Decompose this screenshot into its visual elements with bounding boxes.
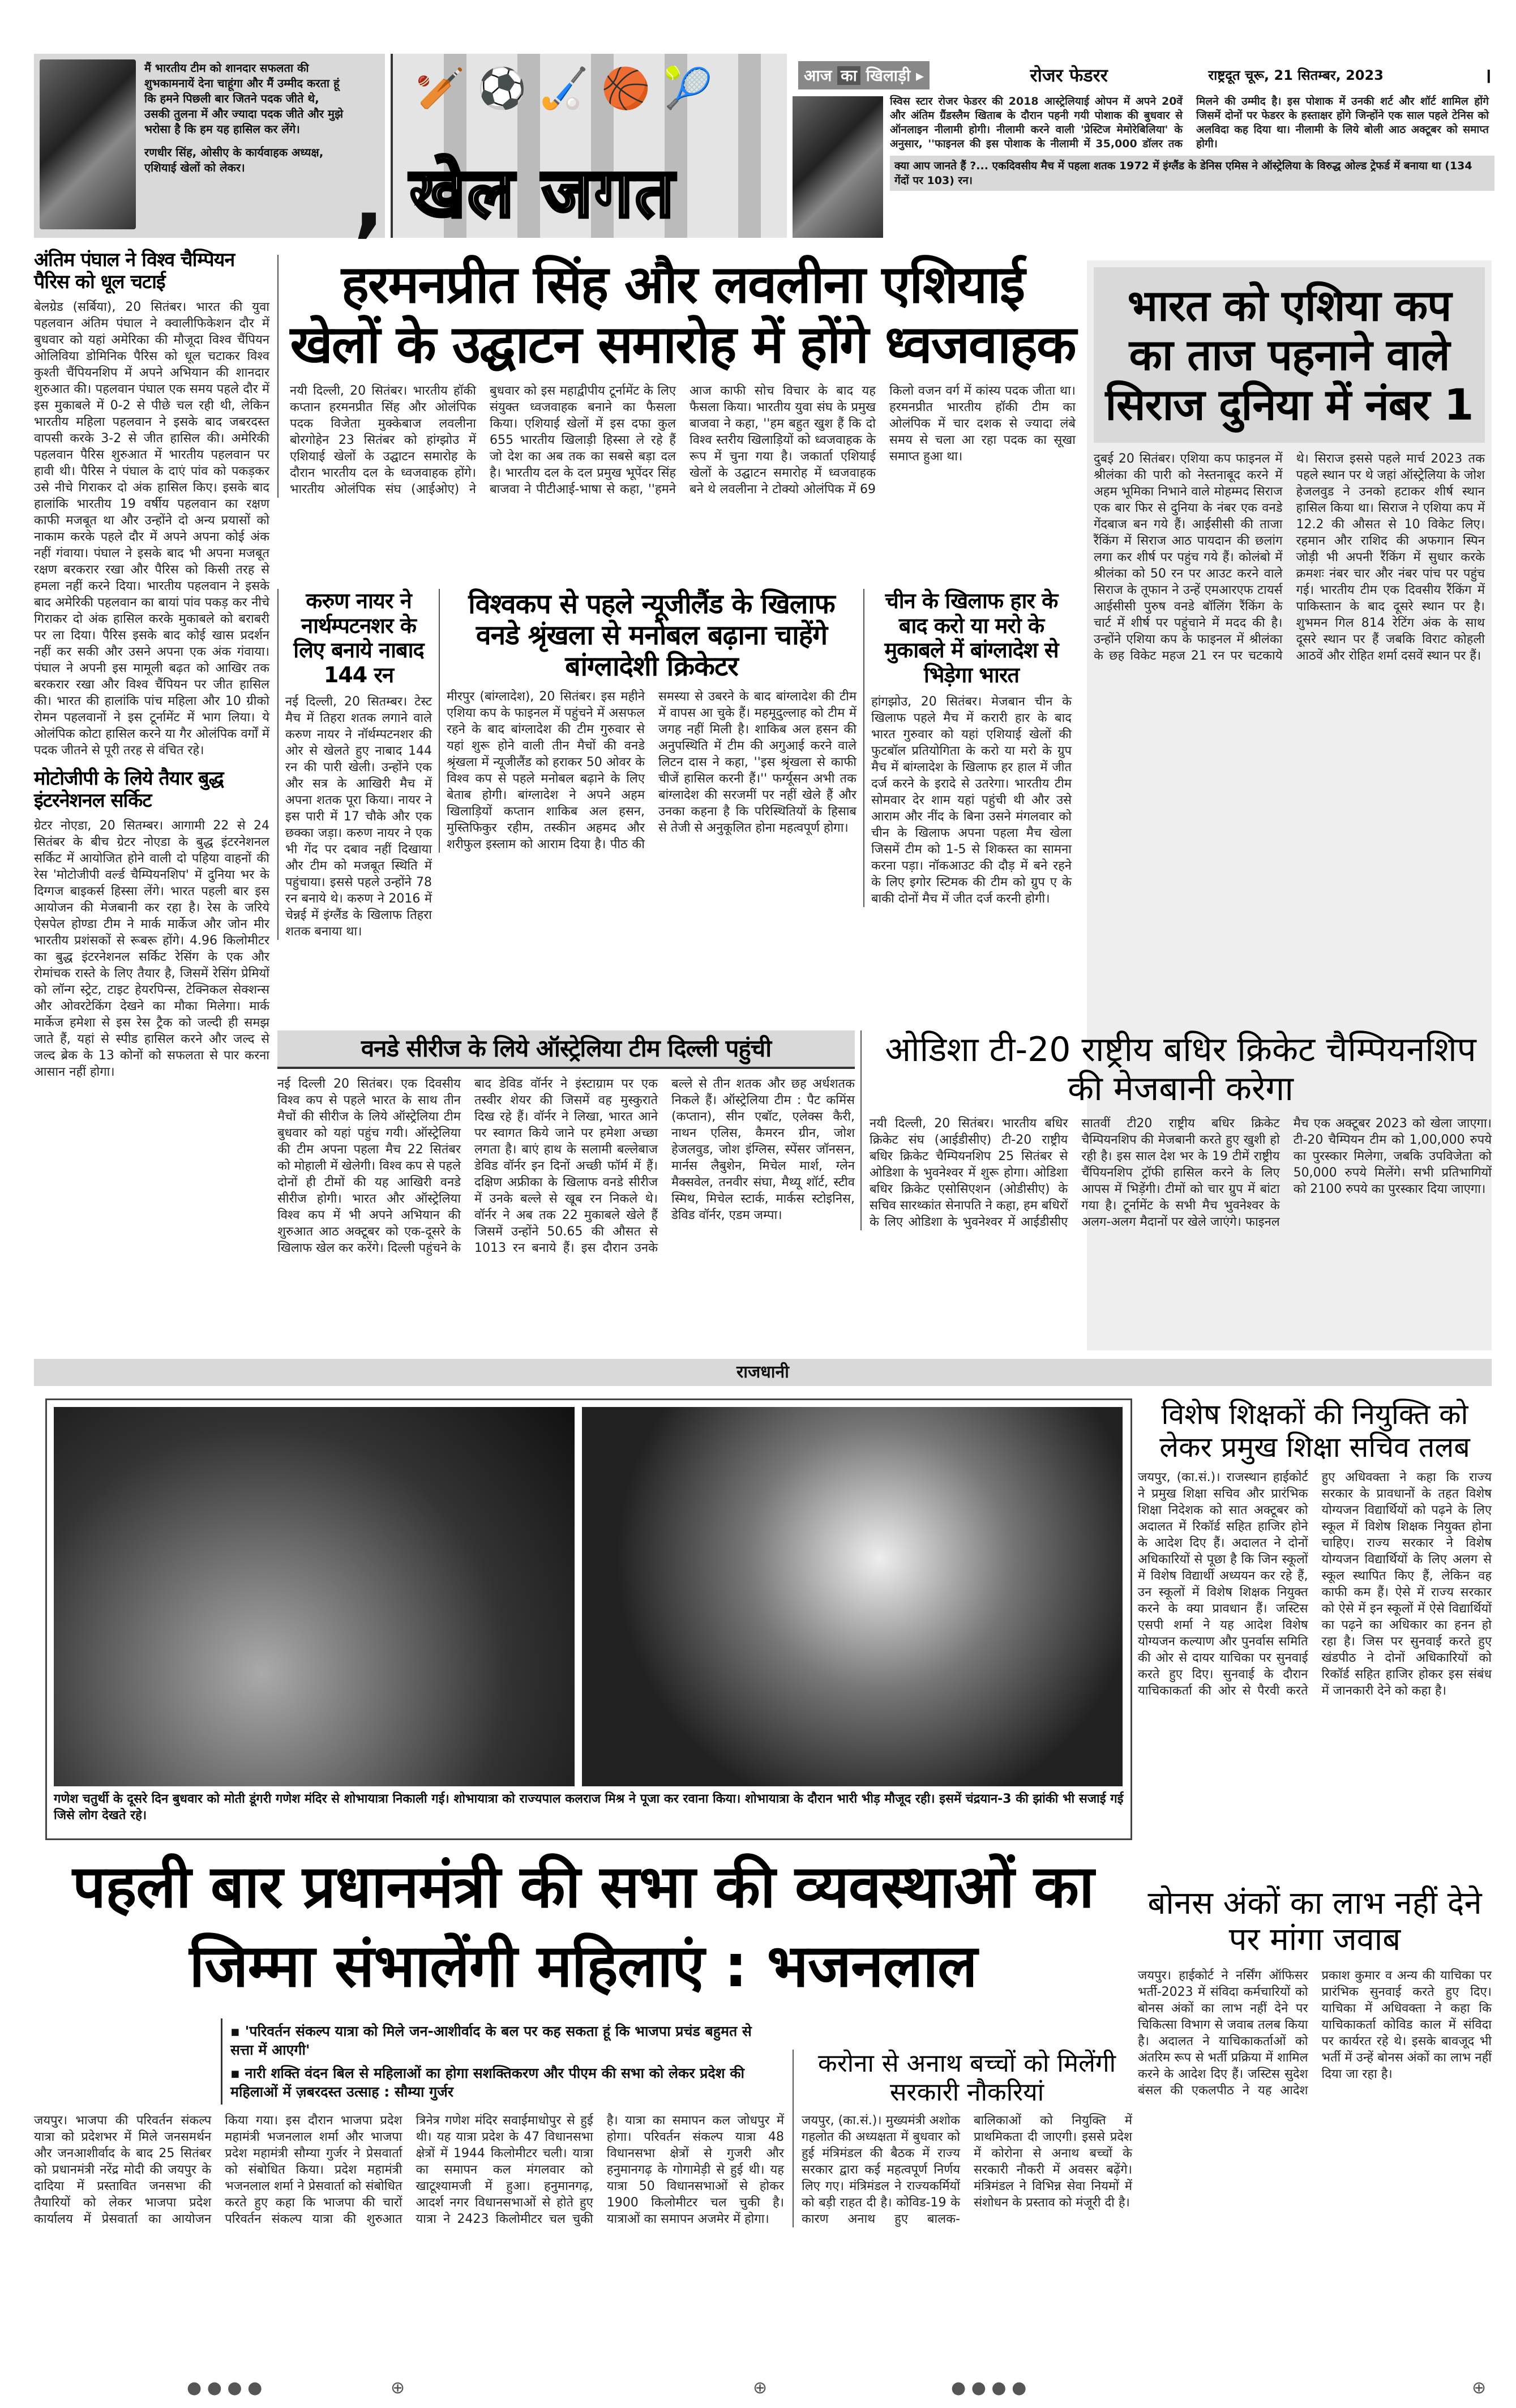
article-bonus [1138, 1885, 1492, 2099]
article-body: नई दिल्ली 20 सितंबर। एक दिवसीय विश्व कप से पहले भारत के साथ तीन मैचों की सीरीज के लिये ऑस्ट्रेलिया टीम बुधवार को यहां पहुंच गयी। ऑस्ट्रेलिया की टीम अपना पहला मैच 22 सितंबर को मोहाली में खेलेगी। विश्व कप से पहले दोनों ही टीमों की यह आखिरी वनडे सीरीज होगी। भारत और ऑस्ट्रेलिया विश्व कप में भी अपने अभियान की शुरुआत आठ अक्टूबर को एक-दूसरे के खिलाफ खेल कर करेंगे। दिल्ली पहुंचने के बाद डेविड वॉर्नर ने इंस्टाग्राम पर एक तस्वीर शेयर की जिसमें वह मुस्कुराते दिख रहे हैं। वॉर्नर ने लिखा, भारत आने पर स्वागत किये जाने पर हमेशा अच्छा लगता है। बाएं हाथ के सलामी बल्लेबाज डेविड वॉर्नर इन दिनों अच्छी फॉर्म में हैं। दक्षिण अफ्रीका के खिलाफ वनडे सीरीज में उनके बल्ले से खूब रन निकले थे। वॉर्नर ने अब तक 22 मुकाबले खेले हैं जिसमें उन्होंने 50.65 की औसत से 1013 रन बनाये हैं। इस दौरान उनके बल्ले से तीन शतक और छह अर्धशतक निकले हैं। ऑस्ट्रेलिया टीम : पैट कमिंस (कप्तान), सीन एबॉट, एलेक्स कैरी, नाथन एलिस, कैमरन ग्रीन, जोश हेजलवुड, जोश इंग्लिस, स्पेंसर जॉनसन, मार्नस लैबुशेन, मिचेल मार्श, ग्लेन मैक्सवेल, तनवीर संघा, मैथ्यू शॉर्ट, स्टीव स्मिथ, मिचेल स्टार्क, मार्कस स्टोइनिस, डेविड वॉर्नर, एडम जम्पा। [277, 1077, 855, 1256]
dateline: राष्ट्रदूत चूरू, 21 सितम्बर, 2023 [1208, 67, 1384, 83]
highlight-item: ▪ 'परिवर्तन संकल्प यात्रा को मिले जन-आशीर्वाद के बल पर कह सकता हूं कि भाजपा प्रचंड बहुमत से सत्ता में आएगी' [230, 2023, 752, 2058]
procession-photo [54, 1407, 575, 1786]
section-band [34, 1359, 1492, 1386]
headline: मोटोजीपी के लिये तैयार बुद्ध इंटरनेशनल सर्किट [34, 767, 224, 812]
headline: हरमनप्रीत सिंह और लवलीना एशियाई खेलों के उद्घाटन समारोह में होंगे ध्वजवाहक [290, 254, 1076, 375]
article-harman [277, 255, 1076, 498]
player-photo [793, 96, 883, 238]
quote-author: रणधीर सिंह, ओसीए के कार्यवाहक अध्यक्ष, एशियाई खेलों को लेकर। [144, 146, 324, 174]
photo-caption: गणेश चतुर्थी के दूसरे दिन बुधवार को मोती डूंगरी गणेश मंदिर से शोभायात्रा निकाली गई। शोभायात्रा को राज्यपाल कलराज मिश्र ने पूजा कर रवाना किया। शोभायात्रा के दौरान भारी भीड़ मौजूद रही। इसमें चंद्रयान-3 की झांकी भी सजाई गई जिसे लोग देखते रहे। [54, 1792, 1124, 1823]
article-body: नयी दिल्ली, 20 सितंबर। भारतीय बधिर क्रिकेट संघ (आईडीसीए) टी-20 राष्ट्रीय बधिर क्रिकेट चैम्पियनशिप 25 सितंबर से ओडिशा के भुवनेश्वर में शुरू होगा। ओडिशा बधिर क्रिकेट एसोसिएशन (ओडीसीए) के सचिव सारथ्कांत सेनापति ने कहा, हम बधिरों के लिए ओडिशा के भुवनेश्वर में आईडीसीए सातवीं टी20 राष्ट्रीय बधिर क्रिकेट चैम्पियनशिप की मेजबानी करते हुए खुशी हो रही है। इस साल देश भर के 19 टीमें राष्ट्रीय चैंपियनशिप ट्रॉफी हासिल करने के लिए आपस में भिड़ेंगी। टीमों को चार ग्रुप में बांटा गया है। टूर्नामेंट के सभी मैच भुवनेश्वर के अलग-अलग मैदानों पर खेले जाएंगे। फाइनल मैच एक अक्टूबर 2023 को खेला जाएगा। टी-20 चैम्पियन टीम को 1,00,000 रुपये का पुरस्कार मिलेगा, जबकि उपविजेता को 50,000 रुपये मिलेंगे। सभी प्रतिभागियों को 2100 रुपये का पुरस्कार दिया जाएगा। [870, 1117, 1492, 1229]
headline: विशेष शिक्षकों की नियुक्ति को लेकर प्रमुख शिक्षा सचिव तलब [1159, 1398, 1470, 1464]
article-odi-aus [277, 1030, 855, 1256]
highlight-text: 'परिवर्तन संकल्प यात्रा को मिले जन-आशीर्वाद के बल पर कह सकता हूं कि भाजपा प्रचंड बहुमत से सत्ता में आएगी' [230, 2023, 752, 2058]
player-name: रोजर फेडरर [1030, 65, 1108, 86]
article-body: नई दिल्ली, 20 सितम्बर। टेस्ट मैच में तिहरा शतक लगाने वाले करुण नायर ने नॉर्थम्पटनशर की ओर से खेलते हुए नाबाद 144 रन की पारी खेली। उन्होंने एक और सत्र के आखिरी मैच में अपना शतक पूरा किया। नायर ने इस पारी में 17 चौके और एक छक्का जड़ा। करुण नायर ने एक भी गेंद पर दबाव नहीं दिखाया और टीम को मजबूत स्थिति में पहुंचाया। इससे पहले उन्होंने 78 रन बनाये थे। करुण ने 2016 में चेन्नई में इंग्लैंड के खिलाफ तिहरा शतक बनाया था। [285, 694, 432, 939]
article-body: जयपुर, (का.सं.)। राजस्थान हाईकोर्ट ने प्रमुख शिक्षा सचिव और प्रारंभिक शिक्षा निदेशक को सात अक्टूबर को अदालत में रिकॉर्ड सहित हाजिर होने के आदेश दिए हैं। अदालत ने दोनों अधिकारियों से पूछा है कि जिन स्कूलों में विशेष विद्यार्थी अध्ययन कर रहे हैं, उन स्कूलों में विशेष शिक्षक नियुक्त करने के क्या प्रावधान हैं। जस्टिस एसपी शर्मा ने यह आदेश विशेष योग्यजन कल्याण और पुनर्वास समिति की ओर से दायर याचिका पर सुनवाई करते हुए दिए। सुनवाई के दौरान याचिकाकर्ता की ओर से पैरवी करते हुए अधिवक्ता ने कहा कि राज्य सरकार के प्रावधानों के तहत विशेष योग्यजन विद्यार्थियों को पढ़ने के लिए स्कूल में विशेष शिक्षक नियुक्त होना चाहिए। राज्य सरकार ने विशेष योग्यजन विद्यार्थियों के लिए अलग से स्कूल स्थापित किए हैं, लेकिन वह काफी कम हैं। ऐसे में राज्य सरकार को ऐसे में इन स्कूलों में ऐसे विद्यार्थियों का पढ़ने का अधिकार का हनन हो रहा है। जिस पर सुनवाई करते हुए खंडपीठ ने दोनों अधिकारियों को रिकॉर्ड सहित हाजिर होकर इस संबंध में जानकारी देने को कहा है। [1138, 1470, 1492, 1698]
article-body: बेलग्रेड (सर्बिया), 20 सितंबर। भारत की युवा पहलवान अंतिम पंघाल ने क्वालीफिकेशन दौर में बुधवार को यहां अमेरिका की मौजूदा विश्व चैंपियन ओलिविया डोमिनिक पैरिस को धूल चटाकर विश्व कुश्ती चैंपियनशिप में अपने अभियान की शानदार शुरुआत की। पहलवान पंघाल एक समय पहले दौर में इस मुकाबले में 0-2 से पीछे चल रही थी, लेकिन भारतीय महिला पहलवान ने इसके बाद जबरदस्त वापसी करके 3-2 से जीत हासिल की। अमेरिकी पहलवान पैरिस शुरुआत में भारतीय पहलवान पर हावी थी। पैरिस ने पंघाल के दाएं पांव को पकड़कर उसे नीचे गिराकर दो अंक हासिल किए। इसके बाद हालांकि भारतीय 19 वर्षीय पहलवान का रक्षण काफी मजबूत था और उन्होंने दो अन्य प्रयासों को नाकाम करके पहले दौर में अपने अपना कोई अंक नहीं गंवाया। पंघाल ने इसके बाद भी अपना मजबूत रक्षण बरकरार रखा और पैरिस को किसी तरह से हमला नहीं करने दिया। भारतीय पहलवान ने इसके बाद अमेरिकी पहलवान का बायां पांव पकड़ कर नीचे गिराकर दो अंक हासिल करके मुकाबले को बराबरी पर ला दिया। पैरिस इसके बाद कोई खास प्रदर्शन नहीं कर सकी और उसने अपना एक अंक गंवाया। पंघाल ने अपनी इस मामूली बढ़त को आखिर तक बरकरार रखा और विश्व चैंपियन पर जीत हासिल की। भारत की हालांकि पांच महिला और 10 ग्रीको रोमन पहलवानों ने इस टूर्नामेंट में भाग लिया। ये ओलंपिक कोटा हासिल करने या गैर ओलंपिक वर्गों में पदक जीतने से पूरी तरह से वंचित रहे। [34, 300, 269, 758]
headline: करोना से अनाथ बच्चों को मिलेंगी सरकारी नौकरियां [817, 2049, 1116, 2107]
headline: चीन के खिलाफ हार के बाद करो या मरो के मुकाबले में बांग्लादेश से भिड़ेगा भारत [884, 588, 1059, 688]
article-china [863, 589, 1078, 907]
article-vishesh [1138, 1398, 1492, 1699]
player-header-row [798, 59, 1492, 91]
color-dots: ● ● ● ● [951, 2378, 1027, 2398]
article-karun [277, 589, 439, 940]
registration-mark-icon: ⊕ [753, 2378, 768, 2398]
aaj-ka-khiladi-badge: आज का खिलाड़ी ▸ [798, 61, 930, 89]
article-bonus-body: जयपुर। हाईकोर्ट ने नर्सिंग ऑफिसर भर्ती-2023 में संविदा कर्मचारियों को बोनस अंकों का लाभ नहीं देने पर चिकित्सा विभाग से जवाब तलब किया है। अदालत ने याचिकाकर्ताओं को अंतरिम रूप से भर्ती प्रक्रिया में शामिल करने के आदेश दिए हैं। जस्टिस सुदेश बंसल की एकलपीठ ने यह आदेश प्रकाश कुमार व अन्य की याचिका पर प्रारंभिक सुनवाई करते हुए दिए। याचिका में अधिवक्ता ने कहा कि याचिकाकर्ता कोविड काल में संविदा पर कार्यरत रहे थे। इसके बावजूद भी भर्ती में उन्हें बोनस अंकों का लाभ नहीं दिया जा रहा है। [1138, 1968, 1492, 2098]
did-you-know: क्या आप जानते हैं ?... एकदिवसीय मैच में पहला शतक 1972 में इंग्लैंड के डेनिस एमिस ने ऑस्ट्रेलिया के विरुद्ध ओल्ड ट्रेफर्ड में बनाया था (134 गेंदों पर 103) रन। [890, 156, 1494, 191]
player-content [890, 95, 1494, 191]
article-bangladesh [439, 589, 863, 853]
highlight-item: ▪ नारी शक्ति वंदन बिल से महिलाओं का होगा सशक्तिकरण और पीएम की सभा को लेकर प्रदेश की महिलाओं में ज़बरदस्त उत्साह : सौम्या गुर्जर [230, 2065, 745, 2100]
article-body: नयी दिल्ली, 20 सितंबर। भारतीय हॉकी कप्तान हरमनप्रीत सिंह और ओलंपिक पदक विजेता मुक्केबाज लवलीना बोरगोहेन 23 सितंबर को हांग्झोउ में एशियाई खेलों के उद्घाटन समारोह के दौरान भारतीय दल के ध्वजवाहक होंगे। भारतीय ओलंपिक संघ (आईओए) ने बुधवार को इस महाद्वीपीय टूर्नामेंट के लिए संयुक्त ध्वजवाहक बनाने का फैसला किया। एशियाई खेलों में इस दफा कुल 655 भारतीय खिलाड़ी हिस्सा ले रहे हैं जो देश का अब तक का सबसे बड़ा दल है। भारतीय दल के दल प्रमुख भूपेंदर सिंह बाजवा ने पीटीआई-भाषा से कहा, ''हमने आज काफी सोच विचार के बाद यह फैसला किया। भारतीय युवा संघ के प्रमुख बाजवा ने कहा, ''हम बहुत खुश हैं कि दो विश्व स्तरीय खिलाड़ियों को ध्वजवाहक के रूप में चुना गया है। जकार्ता एशियाई खेलों के उद्घाटन समारोह में ध्वजवाहक बने थे लवलीना ने टोक्यो ओलंपिक में 69 किलो वजन वर्ग में कांस्य पदक जीता था। हरमनप्रीत भारतीय हॉकी टीम का ओलंपिक में चार दशक से ज्यादा लंबे समय से चला आ रहा पदक का सूखा समाप्त हुआ था। [290, 383, 1076, 497]
section-title: खेल जगत [410, 154, 676, 233]
player-text: स्विस स्टार रोजर फेडरर की 2018 आस्ट्रेलियाई ओपन में अपने 20वें और अंतिम ग्रैंडस्लैम खिताब के दौरान पहनी गयी पोशाक की बुधवार से ऑनलाइन नीलामी होगी। नीलामी करने वाली 'प्रेस्टिज मेमोरेबिलिया' के अनुसार, ''फाइनल की इस पोशाक के नीलामी में 35,000 डॉलर तक मिलने की उम्मीद है। इस पोशाक में उनकी शर्ट और शॉर्ट शामिल होंगे जिसमें दोनों पर फेडरर के हस्ताक्षर होंगे जिन्होंने एक साल पहले टेनिस को अलविदा कह दिया था। नीलामी के लिये बोली आठ अक्टूबर को समाप्त होगी। [890, 95, 1489, 150]
article-corona [793, 2050, 1132, 2227]
headline-bhajanlal: पहली बार प्रधानमंत्री की सभा की व्यवस्थाओं का जिम्मा संभालेंगी महिलाएं : भजनलाल [72, 1852, 1094, 2000]
article-body: दुबई 20 सितंबर। एशिया कप फाइनल में श्रीलंका की पारी को नेस्तनाबूद करने में अहम भूमिका निभाने वाले मोहम्मद सिराज एक बार फिर से दुनिया के नंबर एक वनडे गेंदबाज बन गये हैं। आईसीसी की ताजा रैंकिंग में सिराज आठ पायदान की छलांग लगा कर शीर्ष पर पहुंच गये हैं। कोलंबो में श्रीलंका को 50 रन पर आउट करने वाले सिराज के तूफान ने उन्हें एमआरएफ टायर्स आईसीसी पुरुष वनडे बॉलिंग रैंकिंग के चार्ट में शीर्ष पर पहुंचाने में मदद की है। उन्होंने एशिया कप के फाइनल में श्रीलंका के छह विकेट महज 21 रन पर चटकाये थे। सिराज इससे पहले मार्च 2023 तक पहले स्थान पर थे जहां ऑस्ट्रेलिया के जोश हेजलवुड ने उनको हटाकर शीर्ष स्थान हासिल किया था। सिराज ने एशिया कप में 12.2 की औसत से 10 विकेट लिए। रहमान और राशिद की अफगान स्पिन जोड़ी भी अपनी रैंकिंग में सुधार करके क्रमशः नंबर चार और नंबर पांच पर पहुंच गई। भारतीय टीम एक दिवसीय रैंकिंग में पाकिस्तान के बाद दूसरे स्थान पर है। शुभमन गिल 814 रेटिंग अंक के साथ दूसरे स्थान पर हैं जबकि विराट कोहली आठवें और रोहित शर्मा दसवें स्थान पर हैं। [1094, 452, 1485, 664]
article-body: मीरपुर (बांग्लादेश), 20 सितंबर। इस महीने एशिया कप के फाइनल में पहुंचने में असफल रहने के बाद बांग्लादेश की टीम गुरुवार से यहां शुरू होने वाली तीन मैचों की वनडे श्रृंखला में न्यूजीलैंड को हराकर 50 ओवर के विश्व कप से पहले मनोबल बढ़ाने के लिए बेताब होगी। बांग्लादेश ने अपने अहम खिलाड़ियों कप्तान शाकिब अल हसन, मुस्तिफिकुर रहीम, तस्कीन अहमद और शरीफुल इस्लाम को आराम दिया है। पीठ की समस्या से उबरने के बाद बांग्लादेश की टीम में वापस आ चुके हैं। महमूदुल्लाह को टीम में जगह नहीं मिली है। शाकिब अल हसन की अनुपस्थिति में टीम की अगुआई करने वाले लिटन दास ने कहा, ''इस श्रृंखला से काफी चीजें हासिल करनी हैं।'' फर्ग्यूसन अभी तक बांग्लादेश की सरजमीं पर नहीं खेले हैं और उनका कहना है कि परिस्थितियों के हिसाब से तेजी से अनुकूलित होना महत्वपूर्ण होगा। [447, 689, 857, 852]
article-odisha [860, 1030, 1492, 1230]
headline: ओडिशा टी-20 राष्ट्रीय बधिर क्रिकेट चैम्पियनशिप की मेजबानी करेगा [885, 1030, 1476, 1109]
headline: करुण नायर ने नार्थम्पटनशर के लिए बनाये नाबाद 144 रन [293, 588, 424, 688]
article-body: जयपुर, (का.सं.)। मुख्यमंत्री अशोक गहलोत की अध्यक्षता में बुधवार को हुई मंत्रिमंडल की बैठक में राज्य सरकार द्वारा कई महत्वपूर्ण निर्णय लिए गए। मंत्रिमंडल ने राज्यकर्मियों को बड़ी राहत दी है। कोविड-19 के कारण अनाथ हुए बालक-बालिकाओं को नियुक्ति में प्राथमिकता दी जाएगी। इससे प्रदेश में कोरोना से अनाथ बच्चों के सरकारी नौकरी में अवसर बढ़ेंगे। मंत्रिमंडल ने विभिन्न सेवा नियमों में संशोधन के प्रस्ताव को मंजूरी दी है। [802, 2114, 1132, 2227]
badge-khiladi: खिलाड़ी [866, 66, 911, 85]
quote-text: मैं भारतीय टीम को शानदार सफलता की शुभकामनायें देना चाहूंगा और मैं उम्मीद करता हूं कि हमने पिछली बार जितने पदक जीते थे, उसकी तुलना में और ज्यादा पदक जीते और मुझे भरोसा है कि हम यह हासिल कर लेंगे। [144, 61, 344, 136]
quote-author-photo [40, 59, 136, 229]
registration-mark-icon: ⊕ [391, 2378, 405, 2398]
page-marker: । [1484, 65, 1492, 88]
registration-mark-icon: ⊕ [1472, 2378, 1487, 2398]
quote-mark-icon: , [354, 155, 384, 247]
article-bhajan [34, 2018, 784, 2227]
headline-bonus: बोनस अंकों का लाभ नहीं देने पर मांगा जवाब [1147, 1885, 1482, 1958]
quote-box [34, 54, 385, 247]
player-of-day [793, 54, 1494, 238]
headline: विश्वकप से पहले न्यूजीलैंड के खिलाफ वनडे श्रृंखला से मनोबल बढ़ाना चाहेंगे बांग्लादेशी क्रिकेटर [468, 588, 835, 683]
section-logo [391, 54, 787, 238]
article-bhajan-body: जयपुर। भाजपा की परिवर्तन संकल्प यात्रा को प्रदेशभर में मिले जनसमर्थन और जनआशीर्वाद के बाद 25 सितंबर को प्रधानमंत्री नरेंद्र मोदी की जयपुर के दादिया में प्रस्तावित जनसभा की तैयारियों को लेकर भाजपा प्रदेश कार्यालय में प्रेसवार्ता का आयोजन किया गया। इस दौरान भाजपा प्रदेश महामंत्री भजनलाल शर्मा और भाजपा प्रदेश महामंत्री सौम्या गुर्जर ने प्रेसवार्ता को संबोधित किया। प्रदेश महामंत्री भजनलाल शर्मा ने प्रेसवार्ता को संबोधित करते हुए कहा कि भाजपा की चारों परिवर्तन संकल्प यात्रा की शुरुआत त्रिनेत्र गणेश मंदिर सवाईमाधोपुर से हुई थी। यह यात्रा प्रदेश के 47 विधानसभा क्षेत्रों में 1944 किलोमीटर चली। यात्रा का समापन कल मंगलवार को खाटूश्यामजी में हुआ। हनुमानगढ़, आदर्श नगर विधानसभाओं से होते हुए यात्रा ने 2423 किलोमीटर चल चुकी है। यात्रा का समापन कल जोधपुर में होगा। परिवर्तन संकल्प यात्रा 48 विधानसभा क्षेत्रों से गुजरी और हनुमानगढ़ के गोगामेड़ी से हुई थी। यह यात्रा 50 विधानसभाओं से होकर 1900 किलोमीटर चल चुकी है। यात्राओं का समापन अजमेर में होगा। [34, 2114, 784, 2226]
badge-aaj: आज [804, 66, 832, 85]
photo-block [45, 1398, 1132, 1840]
article-antim [34, 249, 269, 1080]
print-marks [0, 2378, 1516, 2401]
headline: अंतिम पंघाल ने विश्व चैम्पियन पैरिस को धूल चटाई [34, 249, 235, 294]
badge-ka: का [837, 66, 860, 85]
article-body: ग्रेटर नोएडा, 20 सितम्बर। आगामी 22 से 24 सितंबर के बीच ग्रेटर नोएडा के बुद्ध इंटरनेशनल सर्किट में आयोजित होने वाली दो पहिया वाहनों की रेस 'मोटोजीपी वर्ल्ड चैम्पियनशिप' में दुनिया भर के दिग्गज बाइकर्स हिस्सा लेंगे। भारत पहली बार इस आयोजन की मेजबानी कर रहा है। रेस के जरिये ऐसपेल होण्डा टीम ने मार्क मार्केज और जोन मीर भारतीय प्रशंसकों से रूबरू होंगे। 4.96 किलोमीटर का बुद्ध इंटरनेशनल सर्किट रेसिंग के एक और रोमांचक रास्ते के लिए तैयार है, जिसमें रेसिंग प्रेमियों को लॉन्ग स्ट्रेट, टाइट हेयरपिन्स, टेक्निकल सेक्शन्स और ओवरटेकिंग देखने का मौका मिलेगा। मार्क मार्केज हमेशा से इस रेस ट्रैक को जल्दी ही समझ जाते हैं, यहां से स्पीड हासिल करने और जल्द से जल्द ब्रेक के 13 कोनों को सफलता से पार करना आसान नहीं होगा। [34, 819, 269, 1080]
sports-icons: 🏏 ⚽ 🏑 🏀 🎾 [416, 65, 713, 112]
color-dots: ● ● ● ● [187, 2378, 263, 2398]
highlights-box [221, 2018, 784, 2105]
headline: वनडे सीरीज के लिये ऑस्ट्रेलिया टीम दिल्ली पहुंची [277, 1030, 855, 1069]
article-body: हांगझोउ, 20 सितंबर। मेजबान चीन के खिलाफ पहले मैच में करारी हार के बाद भारत गुरुवार को यहां एशियाई खेलों की फुटबॉल प्रतियोगिता के करो या मरो के ग्रुप मैच में बांग्लादेश के खिलाफ हर हाल में जीत दर्ज करने के इरादे से उतरेगा। भारतीय टीम सोमवार देर शाम यहां पहुंची थी और उसे आराम और नींद के बिना उसने मंगलवार को चीन के खिलाफ अपना पहला मैच खेला जिसमें टीम को 1-5 से शिकस्त का सामना करना पड़ा। नॉकआउट की दौड़ में बने रहने के लिए इगोर स्टिमक की टीम को ग्रुप ए के बाकी दोनों मैच में जीत दर्ज करनी होगी। [871, 694, 1072, 906]
highlight-text: नारी शक्ति वंदन बिल से महिलाओं का होगा सशक्तिकरण और पीएम की सभा को लेकर प्रदेश की महिलाओं में ज़बरदस्त उत्साह : सौम्या गुर्जर [230, 2065, 745, 2100]
quote-content [144, 61, 348, 176]
chandrayaan-tableau-photo [582, 1407, 1123, 1786]
section-band-label: राजधानी [736, 1362, 789, 1382]
headline: भारत को एशिया कप का ताज पहनाने वाले सिराज दुनिया में नंबर 1 [1094, 267, 1485, 443]
